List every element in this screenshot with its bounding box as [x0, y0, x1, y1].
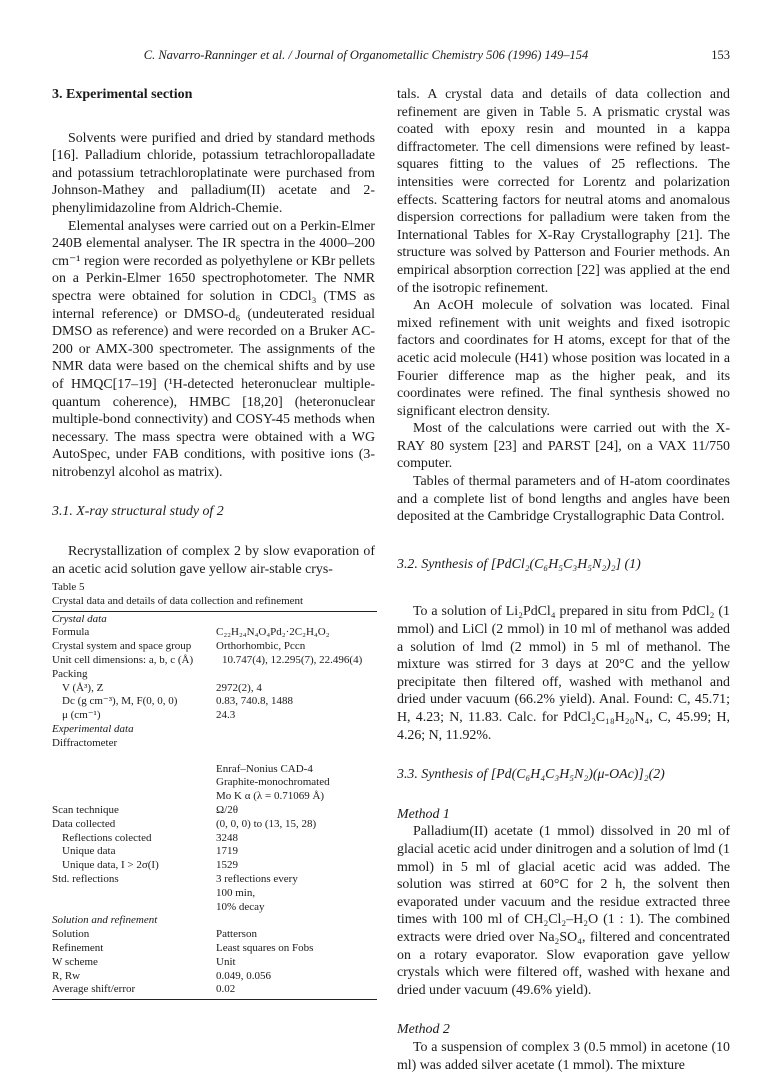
table-key: Crystal system and space group — [52, 640, 192, 653]
table-value: Least squares on Fobs — [216, 941, 314, 954]
table-section-solution: Solution and refinement — [52, 914, 158, 927]
table-key: Refinement — [52, 941, 104, 954]
subsection-heading-xray: 3.1. X-ray structural study of 2 — [52, 504, 224, 520]
table-bottom-rule — [52, 999, 377, 1000]
table-key: Solution — [52, 928, 90, 941]
page-number: 153 — [711, 48, 730, 62]
table-value: Patterson — [216, 928, 257, 941]
subsection-heading-synthesis-2: 3.3. Synthesis of [Pd(C₆H₄C₃H₅N₂)(μ-OAc)]₂(2) — [397, 767, 665, 783]
table-value: Enraf–Nonius CAD-4 — [216, 762, 313, 775]
table-key: Unique data, I > 2σ(I) — [62, 859, 159, 872]
table-key: Reflections colected — [62, 831, 152, 844]
table-key: Formula — [52, 626, 90, 639]
table-row — [52, 790, 377, 804]
table-row — [52, 832, 377, 846]
table-value: 0.049, 0.056 — [216, 969, 271, 982]
table-row — [52, 901, 377, 915]
table-key: Std. reflections — [52, 872, 119, 885]
subsection-heading-synthesis-1: 3.2. Synthesis of [PdCl₂(C₆H₅C₃H₅N₂)₂] (1) — [397, 556, 641, 572]
method-1-heading: Method 1 — [397, 806, 450, 822]
table-value: C₂₂H₂₄N₄O₄Pd₂·2C₂H₄O₂ — [216, 626, 330, 639]
table-row — [52, 763, 377, 777]
table-key: Diffractometer — [52, 736, 118, 749]
table-row — [52, 845, 377, 859]
table-value: (0, 0, 0) to (13, 15, 28) — [216, 817, 317, 830]
table-value: 24.3 — [216, 709, 236, 722]
table-row — [52, 970, 377, 984]
table-key: Packing — [52, 667, 88, 680]
paragraph-method-1: Palladium(II) acetate (1 mmol) dissolved in 20 ml of glacial acetic acid under dinitrogen and a solution of lmd (1 mmol) in 5 ml of glacial acetic acid was added. The solution was stirred at 60°C for 2 h, the solvent then evaporated under vacuum and the residue extracted three times with 100 ml of CH₂Cl₂–H₂O (1 : 1). The combined extracts were dried over Na₂SO₄, filtered and concentrated on a rotary evaporator. Slow evaporation gave yellow crystals which were filtered off, washed with hexane and dried under vacuum (49.6% yield). — [397, 824, 730, 998]
table-row — [52, 873, 377, 887]
paragraph-synthesis-1: To a solution of Li₂PdCl₄ prepared in situ from PdCl₂ (1 mmol) and LiCl (2 mmol) in 10 ml of methanol was added a solution of lmd (2 mmol) in 5 ml of methanol. The mixture was stirred for 3 days at 20°C and the yellow precipitate then filtered off, washed with methanol and dried under vacuum (66.2% yield). Anal. Found: C, 45.71; H, 4.23; N, 11.83. Calc. for PdCl₂C₁₈H₂₀N₄, C, 45.99; H, 4.26; N, 11.92%. — [397, 604, 730, 743]
table-row — [52, 640, 377, 654]
table-key: Average shift/error — [52, 983, 136, 996]
paragraph-calculations: Most of the calculations were carried out with the X-RAY 80 system [23] and PARST [24], on a VAX 11/750 computer. — [397, 421, 730, 472]
table-key: W scheme — [52, 955, 98, 968]
table-row — [52, 928, 377, 942]
table-row — [52, 682, 377, 696]
paragraph-acoh: An AcOH molecule of solvation was located. Final mixed refinement with unit weights and fixed isotropic factors and coordinates for H atoms, except for that of the acetic acid molecule (H41) whose position was located in a Fourier difference map as the higher peak, and its coordinates were refined. The final synthesis showed no significant electron density. — [397, 298, 730, 419]
table-value: Orthorhombic, Pccn — [216, 640, 306, 653]
right-column — [397, 86, 730, 1074]
table-value: 2972(2), 4 — [216, 681, 262, 694]
table-key: Data collected — [52, 817, 116, 830]
table-row — [52, 887, 377, 901]
table-key: Unique data — [62, 845, 116, 858]
table-row — [52, 723, 377, 737]
table-top-rule — [52, 611, 377, 612]
running-header — [52, 48, 730, 68]
table-section-crystal: Crystal data — [52, 612, 107, 625]
table-key: μ (cm⁻¹) — [62, 709, 101, 722]
table-row — [52, 859, 377, 873]
table-caption: Crystal data and details of data collection and refinement — [52, 594, 304, 607]
paragraph-method-2: To a suspension of complex 3 (0.5 mmol) in acetone (10 ml) was added silver acetate (1 mmol). The mixture — [397, 1039, 730, 1073]
table-value: Mo K α (λ = 0.71069 Å) — [216, 790, 325, 803]
table-row — [52, 613, 377, 627]
table-key: Unit cell dimensions: a, b, c (Å) — [52, 653, 194, 666]
section-heading: 3. Experimental section — [52, 87, 193, 102]
table-row — [52, 626, 377, 640]
table-value: 1719 — [216, 845, 238, 858]
table-row — [52, 983, 377, 997]
table-row — [52, 737, 377, 751]
table-value: 100 min, — [216, 886, 256, 899]
table-value: 10% decay — [216, 900, 265, 913]
table-row — [52, 668, 377, 682]
table-section-experimental: Experimental data — [52, 722, 134, 735]
table-value: 1529 — [216, 859, 238, 872]
running-head: C. Navarro-Ranninger et al. / Journal of Organometallic Chemistry 506 (1996) 149–154 — [143, 48, 589, 62]
table-row — [52, 709, 377, 723]
paragraph-thermal: Tables of thermal parameters and of H-atom coordinates and a complete list of bond lengths and angles have been deposited at the Cambridge Crystallographic Data Control. — [397, 474, 730, 525]
table-value: 3248 — [216, 831, 238, 844]
table-key: V (Å³), Z — [62, 681, 104, 694]
table-row — [52, 818, 377, 832]
table-value: 0.02 — [216, 983, 236, 996]
table-row — [52, 695, 377, 709]
table-5 — [52, 581, 377, 1001]
table-row — [52, 942, 377, 956]
table-key: R, Rw — [52, 969, 81, 982]
table-row — [52, 914, 377, 928]
table-value: Unit — [216, 955, 236, 968]
table-key: Dc (g cm⁻³), M, F(0, 0, 0) — [62, 695, 178, 708]
method-2-heading: Method 2 — [397, 1022, 450, 1038]
table-value: 3 reflections every — [216, 872, 298, 885]
table-value: 0.83, 740.8, 1488 — [216, 695, 293, 708]
table-row — [52, 776, 377, 790]
table-label: Table 5 — [52, 581, 85, 593]
table-value: Ω/2θ — [216, 803, 238, 816]
paragraph-recrystallization: Recrystallization of complex 2 by slow evaporation of an acetic acid solution gave yellow air-stable crys- — [52, 544, 375, 577]
table-row — [52, 804, 377, 818]
left-column — [52, 86, 375, 578]
table-row — [52, 956, 377, 970]
table-row — [52, 654, 377, 668]
paragraph-elemental-analyses: Elemental analyses were carried out on a Perkin-Elmer 240B elemental analyser. The IR spectra in the 4000–200 cm⁻¹ region were recorded as polyethylene or KBr pellets on a Perkin-Elmer 1650 spectrophotometer. The NMR spectra were obtained for solution in CDCl₃ (TMS as internal reference) or DMSO-d₆ (undeuterated residual DMSO as reference) and were recorded on a Bruker AC-200 or AMX-300 spectrometer. The assignments of the NMR data were based on the chemical shifts and by use of HMQC[17–19] (¹H-detected heteronuclear multiple-quantum coherence), HMBC [18,20] (heteronuclear multiple-bond connectivity) and COSY-45 methods when necessary. The mass spectra were obtained with a WG AutoSpec, under FAB conditions, with positive ions (3-nitrobenzyl alcohol as matrix). — [52, 218, 375, 480]
paragraph-solvents: Solvents were purified and dried by standard methods [16]. Palladium chloride, potassium tetrachloropalladate and potassium tetrachloroplatinate were purchased from Johnson-Mathey and palladium(II) acetate and 2-phenylimidazoline from Aldrich-Chemie. — [52, 130, 375, 216]
table-value: 10.747(4), 12.295(7), 22.496(4) — [222, 653, 363, 666]
paragraph-crystal-data: tals. A crystal data and details of data collection and refinement are given in Table 5. A prismatic crystal was coated with epoxy resin and mounted in a kappa diffractometer. The cell dimensions were refined by least-squares fitting to the values of 25 reflections. The intensities were corrected for Lorentz and polarization effects. Scattering factors for neutral atoms and anomalous dispersion corrections for palladium were taken from the International Tables for X-Ray Crystallography [21]. The structure was solved by Patterson and Fourier methods. An empirical absorption correction [22] was applied at the end of the isotropic refinement. — [397, 87, 730, 296]
table-value: Graphite-monochromated — [216, 776, 330, 789]
table-key: Scan technique — [52, 803, 119, 816]
